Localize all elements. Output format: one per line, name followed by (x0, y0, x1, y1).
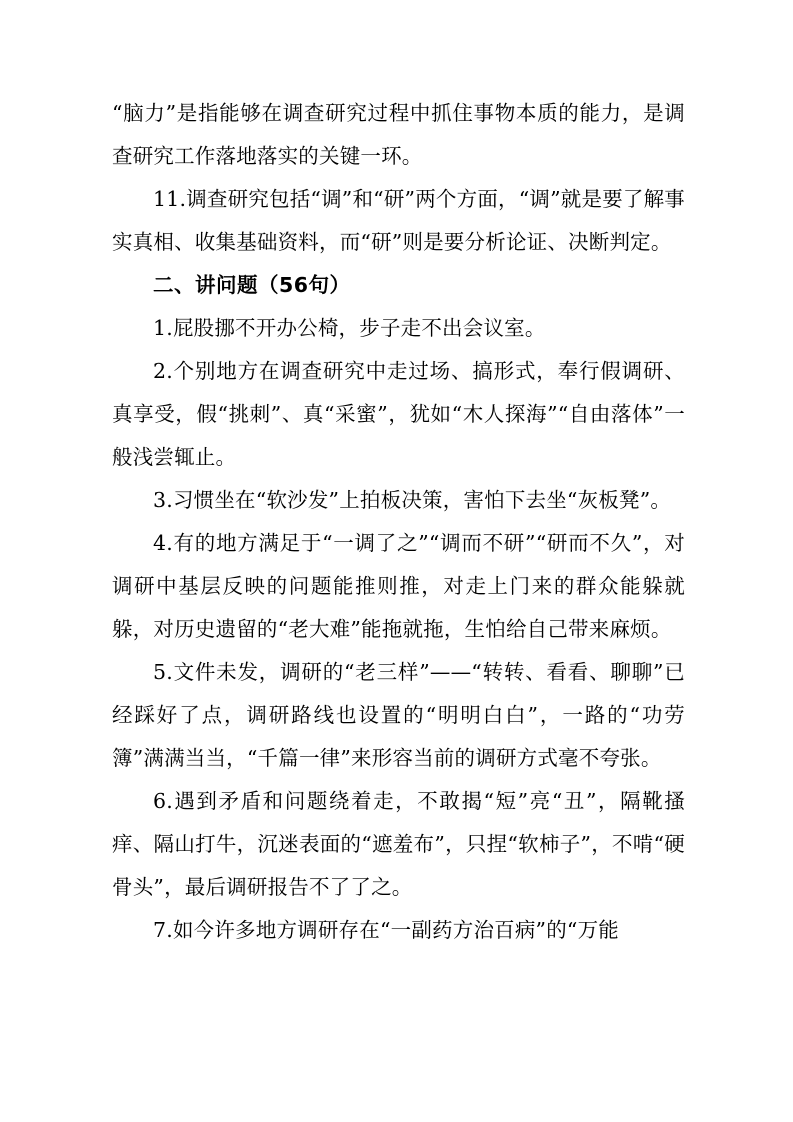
paragraph-brainpower: “脑力”是指能够在调查研究过程中抓住事物本质的能力，是调查研究工作落地落实的关键一环。 (112, 101, 685, 168)
paragraph-item-1: 1.屁股挪不开办公椅，步子走不出会议室。 (153, 316, 546, 340)
paragraph-item-2: 2.个别地方在调查研究中走过场、搞形式，奉行假调研、真享受，假“挑刺”、真“采蜜”，犹如“木人探海”“自由落体”一般浅尝辄止。 (112, 359, 685, 469)
paragraph-item-6: 6.遇到矛盾和问题绕着走，不敢揭“短”亮“丑”，隔靴搔痒、隔山打牛，沉迷表面的“遮羞布”，只捏“软柿子”，不啃“硬骨头”，最后调研报告不了了之。 (112, 789, 685, 899)
paragraph-item-11: 11.调查研究包括“调”和“研”两个方面，“调”就是要了解事实真相、收集基础资料，而“研”则是要分析论证、决断判定。 (112, 187, 685, 254)
section-heading-problems: 二、讲问题（56句） (153, 273, 351, 297)
document-body (112, 92, 685, 952)
paragraph-item-3: 3.习惯坐在“软沙发”上拍板决策，害怕下去坐“灰板凳”。 (153, 488, 672, 512)
paragraph-item-5: 5.文件未发，调研的“老三样”——“转转、看看、聊聊”已经踩好了点，调研路线也设置的“明明白白”，一路的“功劳簿”满满当当，“千篇一律”来形容当前的调研方式毫不夸张。 (112, 660, 685, 770)
paragraph-item-4: 4.有的地方满足于“一调了之”“调而不研”“研而不久”，对调研中基层反映的问题能推则推，对走上门来的群众能躲就躲，对历史遗留的“老大难”能拖就拖，生怕给自己带来麻烦。 (112, 531, 685, 641)
paragraph-item-7: 7.如今许多地方调研存在“一副药方治百病”的“万能 (153, 918, 619, 942)
